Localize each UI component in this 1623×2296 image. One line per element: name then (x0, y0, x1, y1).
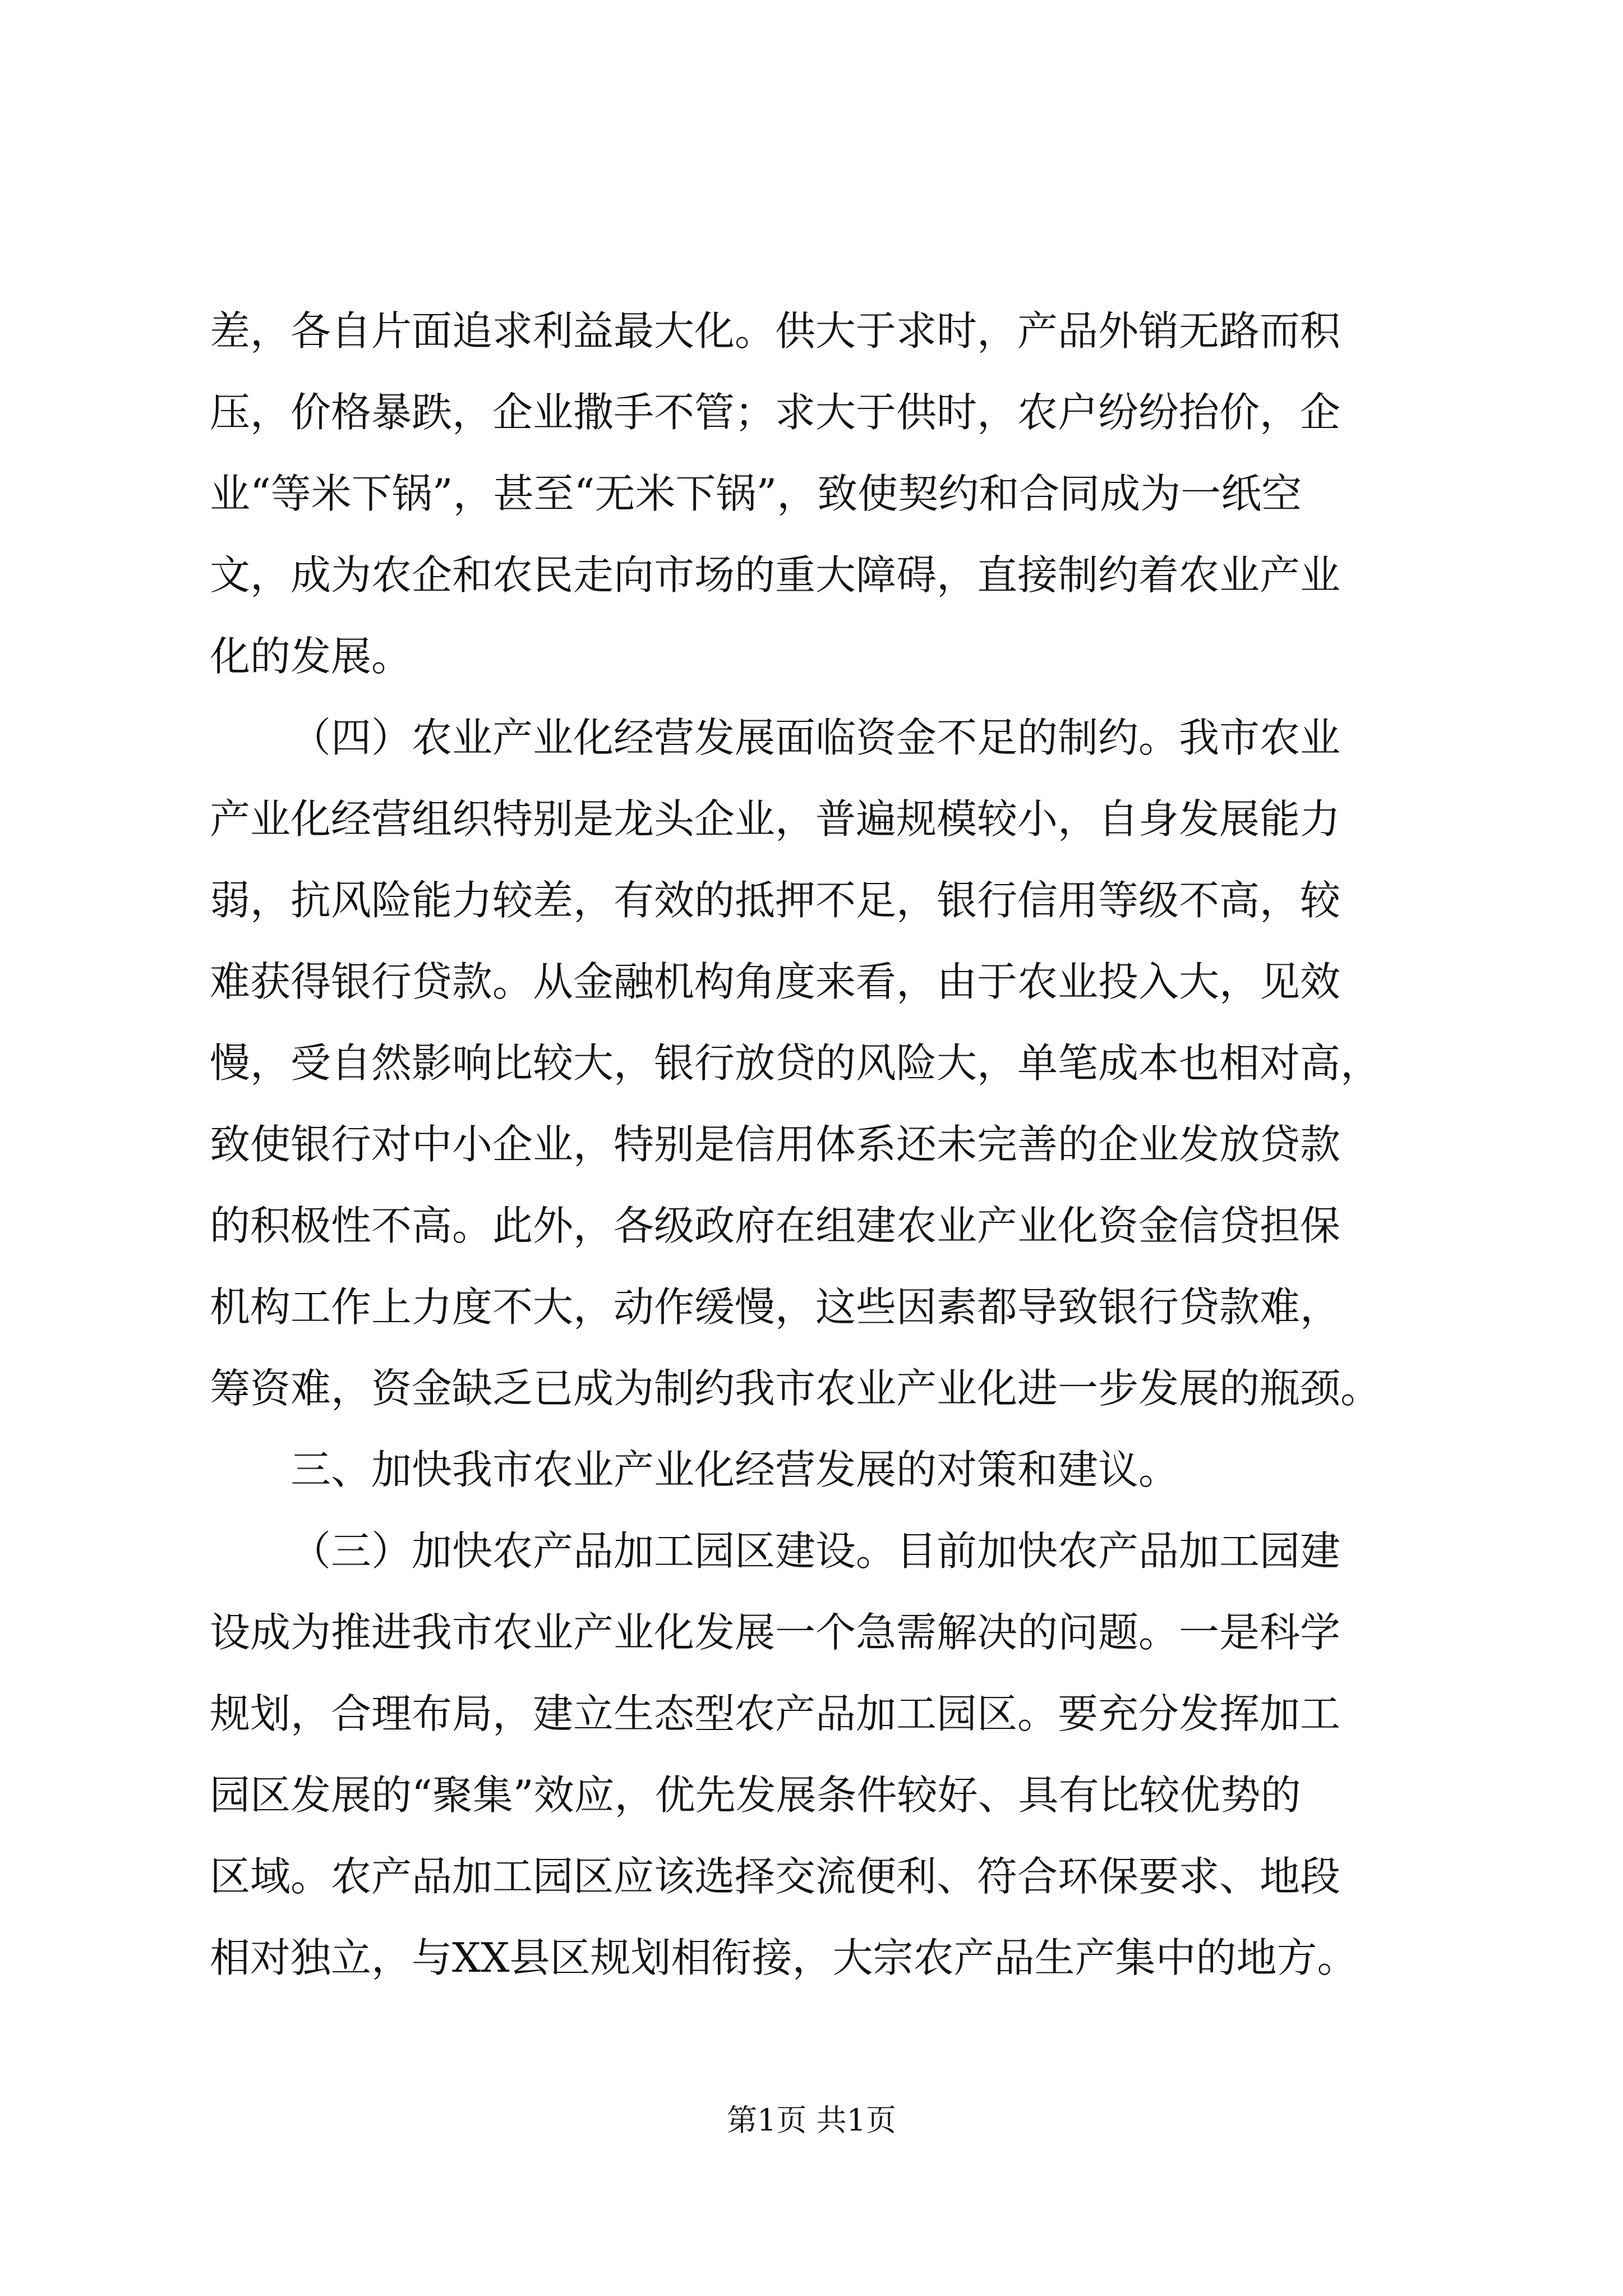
text-line: 产业化经营组织特别是龙头企业，普遍规模较小，自身发展能力 (210, 795, 1341, 843)
text-line: 压，价格暴跌，企业撒手不管；求大于供时，农户纷纷抬价，企 (210, 389, 1341, 436)
text-line: 的积极性不高。此外，各级政府在组建农业产业化资金信贷担保 (210, 1202, 1341, 1249)
text-line: 致使银行对中小企业，特别是信用体系还未完善的企业发放贷款 (210, 1121, 1341, 1168)
paragraph-start-line: （三）加快农产品加工园区建设。目前加快农产品加工园建 (291, 1527, 1341, 1575)
text-line: 差，各自片面追求利益最大化。供大于求时，产品外销无路而积 (210, 307, 1341, 355)
text-line: 文，成为农企和农民走向市场的重大障碍，直接制约着农业产业 (210, 551, 1341, 599)
paragraph-start-line: （四）农业产业化经营发展面临资金不足的制约。我市农业 (291, 714, 1341, 761)
page-number: 第1页 共1页 (727, 2102, 896, 2138)
text-line: 区域。农产品加工园区应该选择交流便利、符合环保要求、地段 (210, 1853, 1341, 1900)
text-line: 机构工作上力度不大，动作缓慢，这些因素都导致银行贷款难， (210, 1283, 1341, 1331)
document-body (210, 291, 1424, 1999)
text-line: 相对独立，与XX县区规划相衔接，大宗农产品生产集中的地方。 (210, 1934, 1358, 1981)
text-line: 业“等米下锅”，甚至“无米下锅”，致使契约和合同成为一纸空 (210, 470, 1302, 517)
section-heading: 三、加快我市农业产业化经营发展的对策和建议。 (291, 1446, 1179, 1493)
text-line: 规划，合理布局，建立生态型农产品加工园区。要充分发挥加工 (210, 1690, 1341, 1737)
text-line: 弱，抗风险能力较差，有效的抵押不足，银行信用等级不高，较 (210, 877, 1341, 924)
text-line: 难获得银行贷款。从金融机构角度来看，由于农业投入大，见效 (210, 958, 1341, 1005)
page-footer (0, 2101, 1623, 2140)
text-line: 园区发展的“聚集”效应，优先发展条件较好、具有比较优势的 (210, 1772, 1301, 1819)
text-line: 慢，受自然影响比较大，银行放贷的风险大，单笔成本也相对高， (210, 1039, 1381, 1087)
text-line: 设成为推进我市农业产业化发展一个急需解决的问题。一是科学 (210, 1609, 1341, 1656)
text-line: 筹资难，资金缺乏已成为制约我市农业产业化进一步发展的瓶颈。 (210, 1365, 1381, 1412)
text-line: 化的发展。 (210, 633, 412, 680)
